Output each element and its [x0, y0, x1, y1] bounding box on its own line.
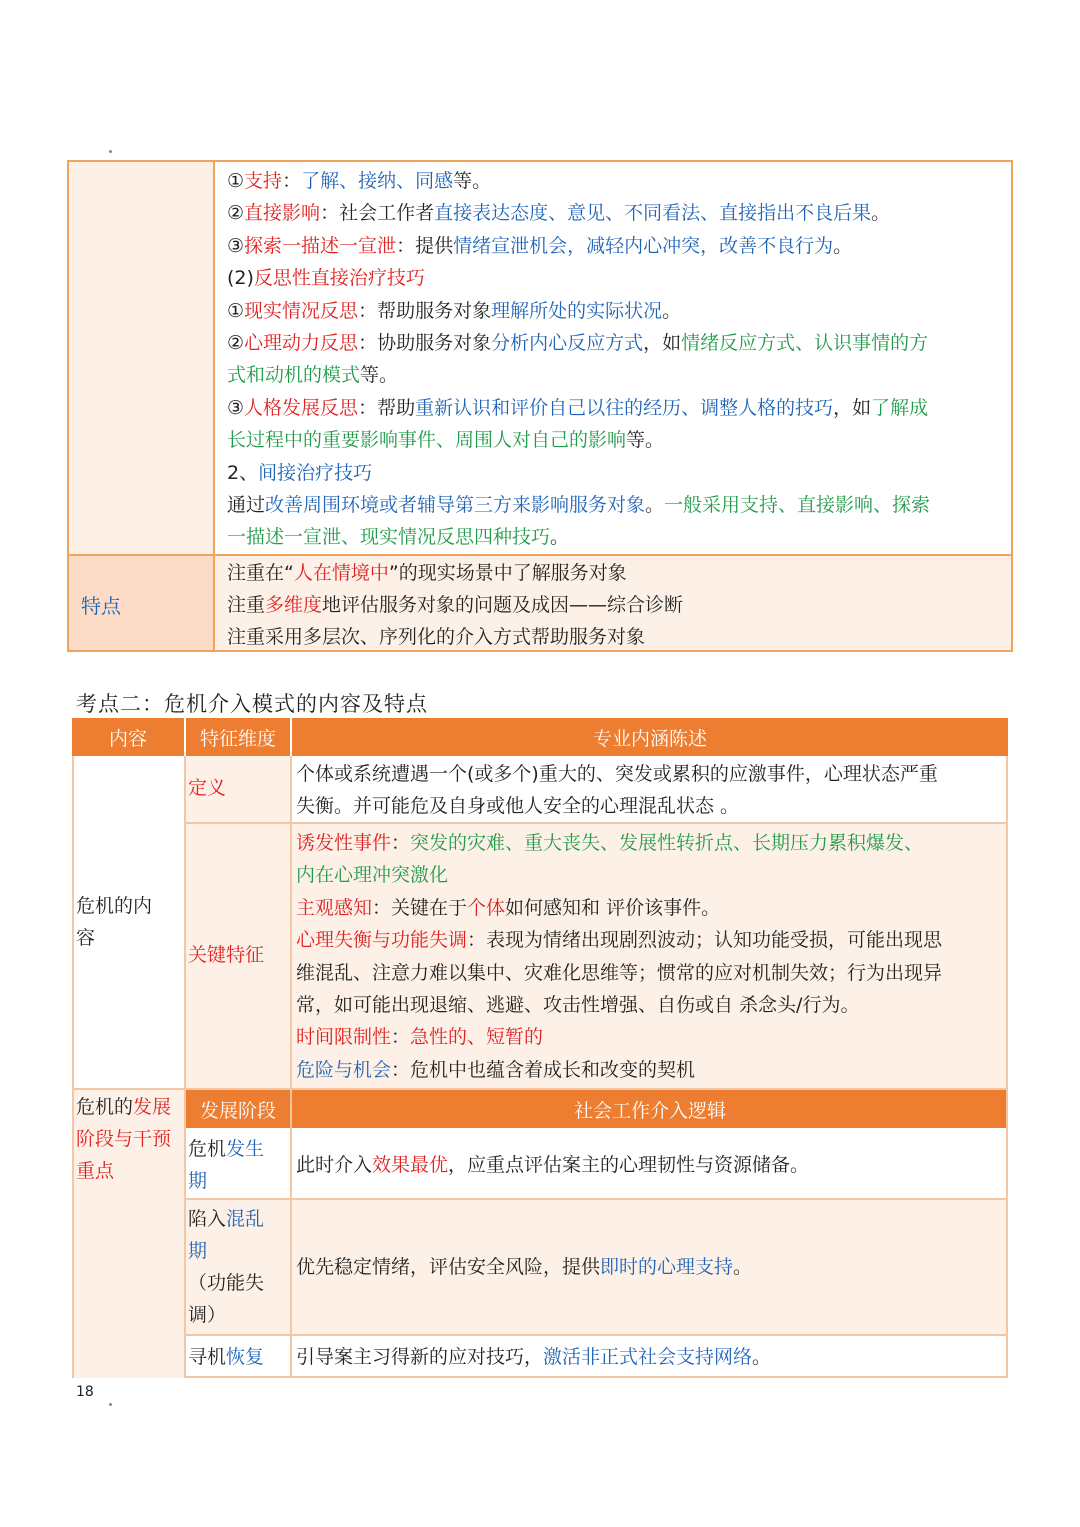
text-segment: ：关键在于	[372, 896, 468, 919]
technique-line	[227, 267, 425, 289]
text-segment: 现实情况反思	[244, 299, 359, 322]
text-segment: ：提供	[396, 234, 454, 257]
text-segment: ：社会工作者	[320, 202, 435, 225]
text-segment: 调）	[188, 1304, 227, 1326]
feature-label: 特点	[81, 594, 121, 618]
text-segment: 心理失衡与功能失调	[296, 929, 468, 952]
text-segment: 阶段与干预	[76, 1128, 172, 1150]
text-segment: 发生	[226, 1138, 265, 1160]
text-segment: 突发的灾难、重大丧失、发展性转折点、长期压力累积爆发、	[410, 832, 924, 854]
technique-line	[227, 364, 398, 386]
text-segment: 危机的	[76, 1096, 134, 1118]
text-segment: ：协助服务对象	[358, 332, 492, 354]
text-segment: 维混乱、注意力难以集中、灾难化思维等；惯常的应对机制失效；行为出现异	[296, 961, 943, 984]
key-feature-line	[296, 897, 720, 919]
techniques-table	[67, 160, 1013, 652]
crisis-content-label-cell	[72, 756, 184, 1088]
grid-line	[186, 1334, 1008, 1336]
technique-line	[227, 300, 681, 322]
stage-name-line	[188, 1240, 207, 1262]
text-segment: ，如	[833, 396, 872, 419]
text-segment: 即时的心理支持	[600, 1256, 734, 1278]
text-segment: 通过	[227, 494, 266, 516]
stage-name-line	[188, 1208, 264, 1230]
text-segment: ：	[391, 832, 411, 854]
text-segment: 危机	[188, 1138, 227, 1160]
text-segment: 。	[645, 494, 665, 516]
text-segment: ：	[391, 1026, 411, 1049]
technique-line	[227, 332, 928, 354]
text-segment: 直接表达态度、意见、不同看法、直接指出不良后果	[434, 202, 872, 225]
technique-line	[227, 494, 930, 516]
technique-line	[227, 235, 852, 257]
key-feature-line	[296, 864, 448, 886]
text-segment: 危险与机会	[296, 1058, 392, 1081]
text-segment: 间接治疗技巧	[258, 461, 373, 484]
stage-name-line	[188, 1170, 207, 1192]
text-segment: 时间限制性	[296, 1026, 392, 1049]
key-feature-line	[296, 1059, 695, 1081]
text-segment: 多维度	[265, 594, 323, 616]
text-segment: 地评估服务对象的问题及成因——综合诊断	[322, 594, 684, 616]
text-segment: 引导案主习得新的应对技巧，	[296, 1346, 544, 1368]
text-segment: 人在情境中	[293, 562, 389, 584]
crisis-intervention-table	[72, 718, 1008, 1378]
definition-label: 定义	[188, 777, 227, 799]
header-content: 内容	[72, 718, 184, 756]
grid-line	[1006, 756, 1008, 1378]
text-segment: 直接影响	[244, 202, 321, 225]
section-title: 考点二：危机介入模式的内容及特点	[76, 692, 428, 716]
text-segment: 式和动机的模式	[227, 364, 361, 387]
text-segment: 探索一描述一宣泄	[244, 234, 397, 257]
text-segment: 注重采用多层次、序列化的介入方式帮助服务对象	[227, 626, 646, 648]
text-segment: 失衡。并可能危及自身或他人安全的心理混乱状态 。	[296, 795, 740, 817]
stage-name-line	[188, 1272, 264, 1294]
text-segment: 期	[188, 1170, 208, 1192]
definition-line	[296, 795, 739, 817]
text-segment: ：帮助服务对象	[358, 299, 492, 322]
header-logic: 社会工作介入逻辑	[292, 1090, 1008, 1128]
text-segment: 重点	[76, 1160, 115, 1182]
text-segment: ，应重点评估案主的心理韧性与资源储备。	[448, 1154, 810, 1176]
key-feature-line	[296, 1026, 543, 1048]
text-segment: ，如	[643, 332, 682, 354]
text-segment: 人格发展反思	[244, 396, 359, 419]
text-segment: 注重	[227, 594, 266, 616]
text-segment: 。	[550, 526, 570, 549]
stage-label-line	[76, 1160, 114, 1182]
technique-line	[227, 462, 372, 484]
text-segment: 一描述一宣泄、现实情况反思四种技巧	[227, 526, 551, 549]
text-segment: 优先稳定情绪，评估安全风险，提供	[296, 1256, 601, 1278]
stage-logic-line	[296, 1346, 771, 1368]
technique-line	[227, 429, 664, 451]
text-segment: 心理动力反思	[244, 332, 359, 354]
text-segment: 。	[871, 202, 891, 225]
text-segment: 个体或系统遭遇一个(或多个)重大的、突发或累积的应激事件，心理状态严重	[296, 763, 938, 785]
page-number: 18	[76, 1384, 94, 1400]
text-segment: 寻机	[188, 1346, 227, 1368]
text-segment: ：表现为情绪出现剧烈波动；认知功能受损，可能出现思	[467, 929, 943, 952]
text-segment: 等。	[626, 429, 665, 452]
grid-line	[186, 822, 1008, 824]
text-segment: 情绪宣泄机会，减轻内心冲突，改善不良行为	[453, 234, 834, 257]
header-stage: 发展阶段	[186, 1090, 290, 1128]
text-segment: ②	[227, 202, 245, 225]
text-segment: 理解所处的实际状况	[491, 299, 663, 322]
stage-label-line	[76, 1128, 171, 1150]
text-segment: 等。	[360, 364, 399, 387]
stage-logic-line	[296, 1154, 809, 1176]
text-segment: 支持	[244, 170, 283, 192]
text-segment: 重新认识和评价自己以往的经历、调整人格的技巧	[415, 396, 834, 419]
feature-label-cell	[69, 554, 215, 650]
text-segment: ③	[227, 396, 245, 419]
technique-line	[227, 170, 491, 192]
text-segment: 注重在“	[227, 562, 294, 584]
text-segment: 急性的、短暂的	[410, 1026, 544, 1049]
text-segment: 主观感知	[296, 896, 373, 919]
grid-line	[184, 756, 186, 1378]
text-segment: ：帮助	[358, 396, 416, 419]
text-segment: 陷入	[188, 1208, 227, 1230]
text-segment: 效果最优	[372, 1154, 449, 1176]
key-feature-line	[296, 962, 942, 984]
techniques-body-cell	[215, 162, 1011, 554]
decorative-dot	[109, 1403, 112, 1406]
grid-line	[290, 756, 292, 1378]
text-segment: 个体	[467, 896, 506, 919]
text-segment: 诱发性事件	[296, 832, 392, 854]
technique-line	[227, 202, 890, 224]
stage-name-line	[188, 1346, 264, 1368]
key-feature-line	[296, 994, 859, 1016]
feature-line	[227, 562, 627, 584]
text-segment: 分析内心反应方式	[491, 332, 644, 354]
text-segment: 。	[752, 1346, 772, 1368]
grid-line	[186, 1376, 1008, 1378]
techniques-left-cell	[69, 162, 215, 554]
text-segment: 等。	[453, 170, 492, 192]
text-segment: 常，如可能出现退缩、逃避、攻击性增强、自伤或自 杀念头/行为。	[296, 994, 860, 1016]
stage-name-line	[188, 1138, 264, 1160]
grid-line	[72, 1088, 1008, 1090]
key-feature-line	[296, 832, 923, 854]
text-segment: 。	[833, 234, 853, 257]
crisis-content-label-line2: 容	[76, 927, 96, 949]
stage-logic-line	[296, 1256, 752, 1278]
text-segment: 反思性直接治疗技巧	[253, 267, 425, 290]
text-segment: 一般采用支持、直接影响、探索	[664, 494, 931, 516]
text-segment: ②	[227, 332, 245, 354]
text-segment: 情绪反应方式、认识事情的方	[681, 332, 929, 354]
crisis-content-label-line1: 危机的内	[76, 895, 153, 917]
feature-line	[227, 626, 645, 648]
definition-line	[296, 763, 938, 785]
text-segment: 混乱	[226, 1208, 265, 1230]
grid-line	[72, 756, 74, 1378]
technique-line	[227, 526, 569, 548]
text-segment: ：	[282, 170, 302, 192]
text-segment: 期	[188, 1240, 208, 1262]
text-segment: 恢复	[226, 1346, 265, 1368]
feature-line	[227, 594, 683, 616]
text-segment: 激活非正式社会支持网络	[543, 1346, 753, 1368]
text-segment: ①	[227, 299, 245, 322]
key-features-label: 关键特征	[188, 944, 265, 966]
text-segment: 发展	[133, 1096, 172, 1118]
text-segment: 长过程中的重要影响事件、周围人对自己的影响	[227, 429, 627, 452]
grid-line	[186, 1198, 1008, 1200]
text-segment: 改善周围环境或者辅导第三方来影响服务对象	[265, 494, 646, 516]
text-segment: 2、	[227, 461, 259, 484]
text-segment: 此时介入	[296, 1154, 373, 1176]
text-segment: 了解、接纳、同感	[301, 170, 454, 192]
key-feature-line	[296, 929, 942, 951]
decorative-dot	[109, 150, 112, 153]
stage-name-line	[188, 1304, 226, 1326]
text-segment: 。	[662, 299, 682, 322]
technique-line	[227, 397, 928, 419]
feature-content-cell	[215, 554, 1011, 650]
text-segment: ”的现实场景中了解服务对象	[388, 562, 627, 584]
text-segment: (2)	[227, 267, 254, 290]
text-segment: 了解成	[871, 396, 929, 419]
header-description: 专业内涵陈述	[292, 718, 1008, 756]
text-segment: 内在心理冲突激化	[296, 864, 449, 887]
header-dimension: 特征维度	[186, 718, 290, 756]
text-segment: （功能失	[188, 1272, 265, 1294]
text-segment: 。	[733, 1256, 753, 1278]
text-segment: 如何感知和 评价该事件。	[505, 896, 721, 919]
stage-label-line	[76, 1096, 171, 1118]
text-segment: ③	[227, 234, 245, 257]
text-segment: ：危机中也蕴含着成长和改变的契机	[391, 1058, 696, 1081]
text-segment: ①	[227, 170, 245, 192]
